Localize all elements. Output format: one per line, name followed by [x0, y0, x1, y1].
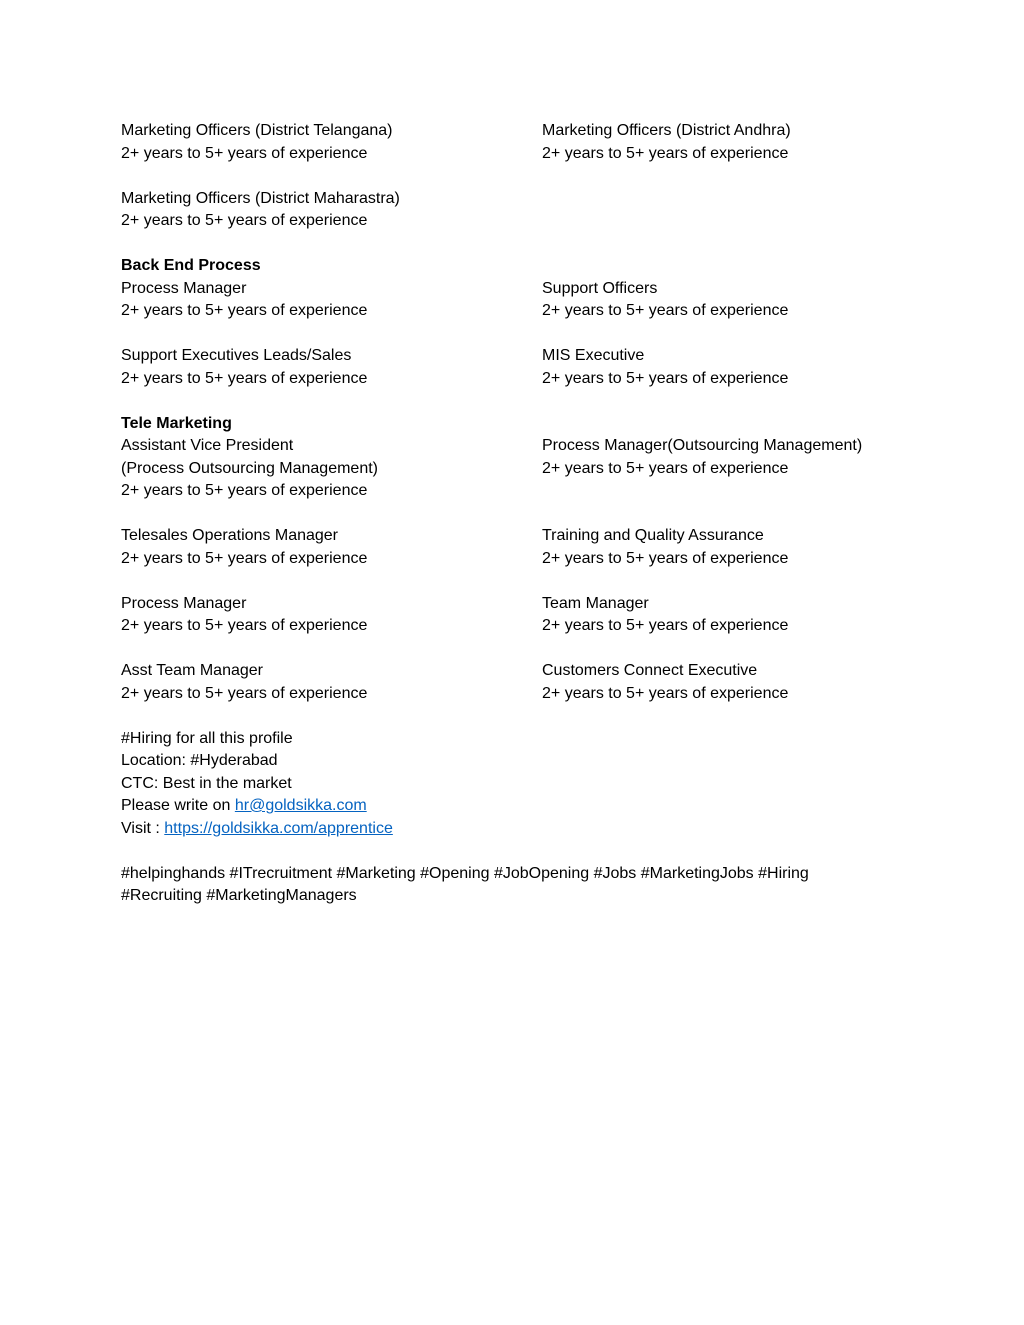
- job-experience: 2+ years to 5+ years of experience: [542, 684, 789, 702]
- job-entry: [542, 120, 911, 165]
- location-line: Location: #Hyderabad: [121, 752, 278, 769]
- email-prefix: Please write on: [121, 797, 235, 814]
- section-heading-back-end: Back End Process: [121, 257, 261, 274]
- job-entry: [542, 660, 911, 705]
- job-entry: [542, 278, 911, 323]
- job-title: Support Executives Leads/Sales: [121, 347, 352, 364]
- job-title: Telesales Operations Manager: [121, 527, 339, 544]
- job-entry: [121, 593, 542, 638]
- job-title: Marketing Officers (District Telangana): [121, 122, 393, 139]
- visit-prefix: Visit :: [121, 819, 165, 837]
- job-title: Assistant Vice President: [121, 437, 294, 454]
- job-row: [121, 120, 911, 165]
- job-experience: 2+ years to 5+ years of experience: [121, 684, 368, 702]
- job-experience: 2+ years to 5+ years of experience: [542, 549, 789, 567]
- job-experience: 2+ years to 5+ years of experience: [542, 617, 789, 634]
- job-title: Training and Quality Assurance: [542, 527, 764, 544]
- job-title: Marketing Officers (District Andhra): [542, 122, 791, 139]
- job-entry: [121, 435, 542, 503]
- job-row: [121, 188, 911, 233]
- job-experience: 2+ years to 5+ years of experience: [121, 549, 368, 567]
- job-entry: [121, 660, 542, 705]
- job-entry: [542, 593, 911, 638]
- job-entry: [121, 120, 542, 165]
- job-entry: [121, 188, 542, 233]
- job-experience: 2+ years to 5+ years of experience: [121, 144, 368, 162]
- job-title: Process Manager: [121, 594, 247, 612]
- job-title: Process Manager(Outsourcing Management): [542, 437, 863, 454]
- job-entry: [542, 435, 911, 503]
- job-row: [121, 345, 911, 390]
- job-experience: 2+ years to 5+ years of experience: [121, 302, 368, 319]
- visit-line: [121, 818, 911, 841]
- job-row: [121, 593, 911, 638]
- apprentice-link[interactable]: https://goldsikka.com/apprentice: [164, 819, 393, 837]
- document-page: [121, 120, 911, 908]
- job-experience: 2+ years to 5+ years of experience: [121, 482, 368, 499]
- email-link[interactable]: hr@goldsikka.com: [234, 797, 367, 814]
- job-title: Asst Team Manager: [121, 662, 263, 679]
- job-entry: [121, 278, 542, 323]
- ctc-line: CTC: Best in the market: [121, 774, 292, 792]
- job-title: Process Manager: [121, 279, 247, 297]
- job-experience: 2+ years to 5+ years of experience: [121, 369, 368, 387]
- job-entry: [542, 525, 911, 570]
- section-heading-tele-marketing: Tele Marketing: [121, 414, 232, 432]
- hiring-note: #Hiring for all this profile: [121, 729, 293, 747]
- job-subtitle: (Process Outsourcing Management): [121, 459, 378, 477]
- email-line: [121, 795, 911, 818]
- job-entry: [542, 345, 911, 390]
- job-title: Customers Connect Executive: [542, 662, 758, 679]
- job-experience: 2+ years to 5+ years of experience: [542, 369, 789, 387]
- job-title: Support Officers: [542, 279, 658, 297]
- job-experience: 2+ years to 5+ years of experience: [121, 617, 368, 634]
- job-entry: [121, 345, 542, 390]
- job-row: [121, 435, 911, 503]
- job-entry: [121, 525, 542, 570]
- job-experience: 2+ years to 5+ years of experience: [542, 459, 789, 477]
- job-row: [121, 278, 911, 323]
- job-experience: 2+ years to 5+ years of experience: [121, 212, 368, 229]
- job-experience: 2+ years to 5+ years of experience: [542, 144, 789, 162]
- job-row: [121, 525, 911, 570]
- job-title: MIS Executive: [542, 347, 645, 364]
- job-experience: 2+ years to 5+ years of experience: [542, 302, 789, 319]
- job-row: [121, 660, 911, 705]
- job-title: Team Manager: [542, 594, 649, 612]
- hashtags: #helpinghands #ITrecruitment #Marketing #Opening #JobOpening #Jobs #MarketingJobs #Hiring #Recruiting #MarketingManagers: [121, 864, 809, 904]
- job-title: Marketing Officers (District Maharastra): [121, 189, 400, 207]
